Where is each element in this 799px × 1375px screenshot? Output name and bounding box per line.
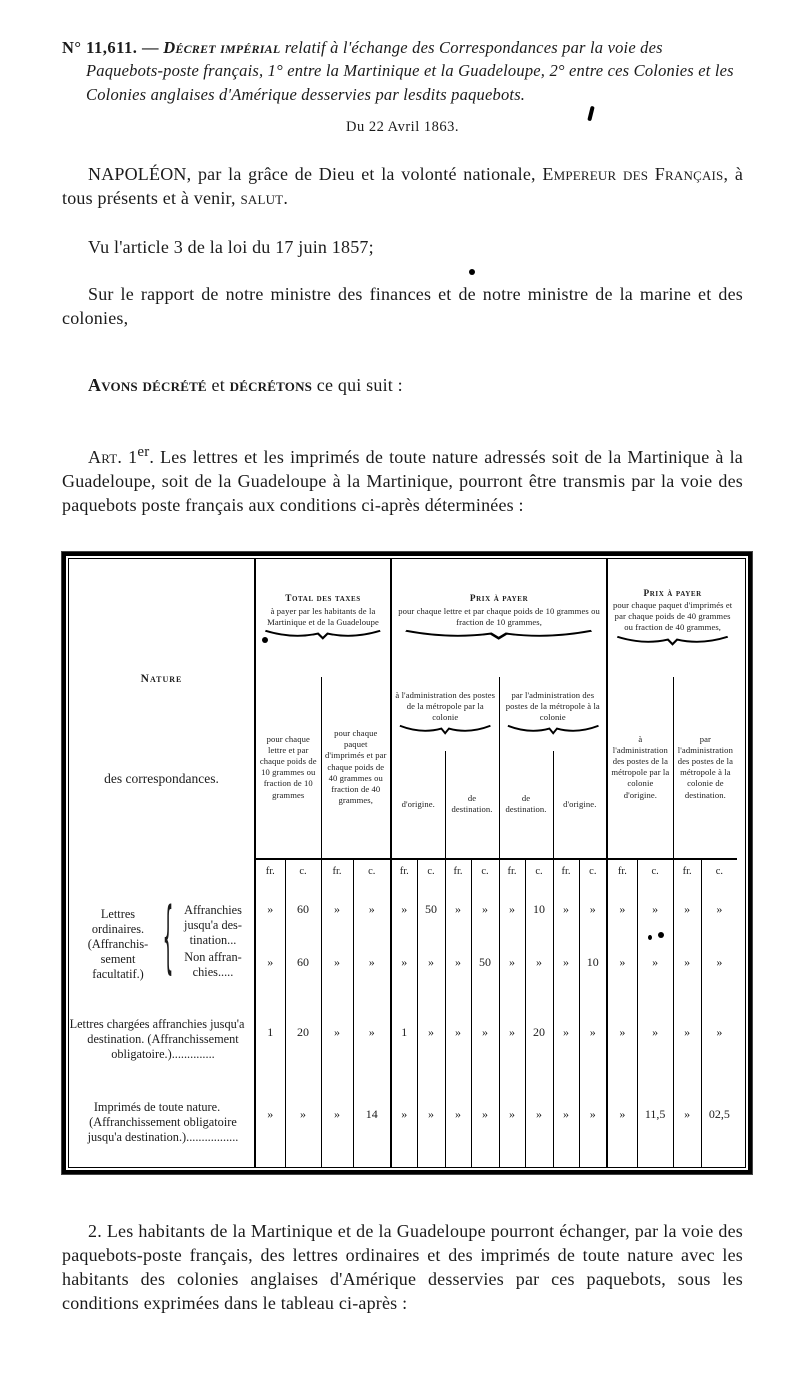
tariff-cell: »	[321, 1001, 353, 1079]
leaf-header-destination-1: de destination.	[445, 751, 499, 859]
underbrace-icon	[398, 723, 492, 736]
decree-date: Du 22 Avril 1863.	[346, 119, 459, 136]
group-prix-paquet-header: Prix à payer pour chaque paquet d'imprimés et par chaque poids de 40 grammes ou fraction de 40 grammes,	[607, 559, 737, 677]
tariff-cell: »	[673, 1079, 701, 1167]
tariff-cell: 10	[579, 941, 607, 1001]
tariff-cell: »	[499, 941, 525, 1001]
tariff-cell: »	[499, 1079, 525, 1167]
tariff-cell: »	[673, 1001, 701, 1079]
group-total-taxes-header: Total des taxes à payer par les habitants de la Martinique et de la Guadeloupe	[255, 559, 391, 677]
tariff-cell: »	[579, 885, 607, 941]
tariff-cell: 02,5	[701, 1079, 737, 1167]
underbrace-icon	[506, 723, 600, 736]
tariff-cell: »	[445, 885, 471, 941]
leaf-header-origine-2: d'origine.	[553, 751, 607, 859]
row-label-non-affranchies: Non affranchies.....	[184, 950, 242, 980]
tariff-cell: »	[417, 1079, 445, 1167]
tariff-cell: »	[445, 1001, 471, 1079]
tariff-cell: »	[471, 1001, 499, 1079]
decree-title-caps: Décret impérial	[163, 38, 281, 57]
tariff-cell: »	[391, 885, 417, 941]
tariff-cell: »	[445, 1079, 471, 1167]
ink-speck	[469, 269, 475, 275]
tariff-cell: 1	[255, 1001, 285, 1079]
tariff-cell: »	[353, 1001, 391, 1079]
tariff-cell: 60	[285, 941, 321, 1001]
paragraph-vu-article: Vu l'article 3 de la loi du 17 juin 1857;	[88, 237, 374, 258]
tariff-cell: »	[607, 885, 637, 941]
tariff-cell: »	[701, 885, 737, 941]
tariff-cell: »	[285, 1079, 321, 1167]
subheader-admin-par-colonie: à l'administration des postes de la métropole par la colonie	[391, 677, 499, 751]
row-label-imprimes: Imprimés de toute nature. (Affranchissement obligatoire jusqu'a destination.).................	[87, 1100, 239, 1145]
tariff-cell: »	[417, 941, 445, 1001]
table-row	[69, 885, 737, 941]
empereur-caps: Empereur des Français	[542, 164, 724, 185]
ink-speck	[262, 637, 268, 643]
underbrace-icon	[263, 628, 383, 641]
salut-caps: salut	[240, 188, 284, 209]
tariff-cell: »	[673, 885, 701, 941]
ink-speck	[658, 932, 664, 938]
tariff-cell: »	[417, 1001, 445, 1079]
row-label-affranchies: Affranchies jusqu'a destination...	[184, 903, 242, 948]
tariff-cell: 10	[525, 885, 553, 941]
paragraph-article-2: 2. Les habitants de la Martinique et de la Guadeloupe pourront échanger, par la voie des paquebots-poste français, des lettres ordinaires et des imprimés de toute nature avec les habitants des colonies anglaises d'Amérique desservies par ces paquebots, sous les conditions exprimées dans le tableau ci-après :	[62, 1220, 743, 1313]
table-row	[69, 1079, 737, 1167]
tariff-cell: 50	[417, 885, 445, 941]
tariff-cell: »	[579, 1079, 607, 1167]
tariff-cell: »	[607, 941, 637, 1001]
subheader-paquet-destination: par l'administration des postes de la métropole à la colonie de destination.	[673, 677, 737, 859]
subheader-paquet-origine: à l'administration des postes de la métropole par la colonie d'origine.	[607, 677, 673, 859]
paragraph-rapport: Sur le rapport de notre ministre des finances et de notre ministre de la marine et des colonies,	[62, 284, 743, 329]
article-1-label: Art. 1	[88, 446, 138, 467]
tariff-cell: »	[637, 1001, 673, 1079]
tariff-cell: »	[321, 1079, 353, 1167]
tariff-cell: 60	[285, 885, 321, 941]
tariff-cell: »	[353, 885, 391, 941]
tariff-cell: »	[607, 1001, 637, 1079]
group-prix-lettre-header: Prix à payer pour chaque lettre et par chaque poids de 10 grammes ou fraction de 10 grammes,	[391, 559, 607, 677]
tariff-cell: »	[255, 885, 285, 941]
tariff-cell: 20	[525, 1001, 553, 1079]
tariff-cell: »	[553, 1079, 579, 1167]
subheader-admin-a-colonie: par l'administration des postes de la métropole à la colonie	[499, 677, 607, 751]
tariff-cell: »	[353, 941, 391, 1001]
tariff-cell: »	[607, 1079, 637, 1167]
tariff-cell: »	[391, 941, 417, 1001]
tariff-cell: »	[321, 941, 353, 1001]
tariff-cell: »	[553, 941, 579, 1001]
tariff-cell: »	[525, 941, 553, 1001]
leaf-header-origine-1: d'origine.	[391, 751, 445, 859]
tariff-cell: »	[701, 1001, 737, 1079]
ink-speck	[648, 935, 652, 940]
left-brace-icon: {	[162, 894, 174, 987]
tariff-cell: »	[499, 885, 525, 941]
tariff-cell: »	[579, 1001, 607, 1079]
tariff-cell: »	[525, 1079, 553, 1167]
decree-title-rest: relatif à l'échange des Correspondances par la voie des Paquebots-poste français, 1° entre la Martinique et la Guadeloupe, 2° entre ces Colonies et les Colonies anglaises d'Amérique desservies par lesdits paquebots.	[86, 38, 734, 104]
tariff-cell: »	[255, 1079, 285, 1167]
tariff-cell: »	[471, 885, 499, 941]
tariff-cell: »	[499, 1001, 525, 1079]
table-row	[69, 1001, 737, 1079]
paragraph-article-1: Art. 1er. Les lettres et les imprimés de toute nature adressés soit de la Martinique à la Guadeloupe, soit de la Guadeloupe à la Martinique, pourront être transmis par la voie des paquebots poste français aux conditions ci-après déterminées :	[62, 443, 744, 515]
leaf-header-destination-2: de destination.	[499, 751, 553, 859]
row-label-lettres-chargees: Lettres chargées affranchies jusqu'a destination. (Affranchissement obligatoire.)..............	[69, 1017, 245, 1062]
decree-number: N° 11,611. —	[62, 38, 159, 57]
napoleon-lead: NAPOLÉON,	[88, 164, 192, 185]
tariff-cell: 11,5	[637, 1079, 673, 1167]
tariff-cell: »	[445, 941, 471, 1001]
tariff-cell: »	[255, 941, 285, 1001]
subheader-taxe-lettre: pour chaque lettre et par chaque poids de 10 grammes ou fraction de 10 grammes	[255, 677, 321, 859]
tariff-cell: »	[321, 885, 353, 941]
tariff-cell: 20	[285, 1001, 321, 1079]
nature-column-header: Nature des correspondances.	[104, 672, 219, 786]
tariff-cell: »	[553, 885, 579, 941]
tariff-cell: »	[637, 885, 673, 941]
tariff-cell: 50	[471, 941, 499, 1001]
tariff-cell: »	[637, 941, 673, 1001]
tariff-cell: 1	[391, 1001, 417, 1079]
row-label-lettres-ordinaires: Lettres ordinaires. (Affranchissement facultatif.) { Affranchies jusqu'a destination... Non affranchies.....	[69, 885, 255, 1001]
tariff-table	[69, 559, 737, 1167]
tariff-cell: »	[673, 941, 701, 1001]
tariff-table-frame	[62, 552, 752, 1174]
tariff-cell: »	[701, 941, 737, 1001]
tariff-cell: »	[471, 1079, 499, 1167]
tariff-cell: »	[391, 1079, 417, 1167]
underbrace-icon	[402, 628, 595, 641]
paragraph-preamble: NAPOLÉON, par la grâce de Dieu et la volonté nationale, Empereur des Français, à tous présents et à venir, salut.	[62, 164, 744, 209]
tariff-cell: 14	[353, 1079, 391, 1167]
tariff-cell: »	[553, 1001, 579, 1079]
paragraph-decrete: Avons décrété et décrétons ce qui suit :	[88, 374, 403, 395]
units-row: fr. c. fr. c. fr. c. fr. c. fr. c. fr. c. fr. c. fr. c.	[69, 859, 737, 885]
decree-heading	[62, 36, 743, 106]
underbrace-icon	[615, 634, 730, 647]
subheader-taxe-paquet: pour chaque paquet d'imprimés et par chaque poids de 40 grammes ou fraction de 40 grammes,	[321, 677, 391, 859]
